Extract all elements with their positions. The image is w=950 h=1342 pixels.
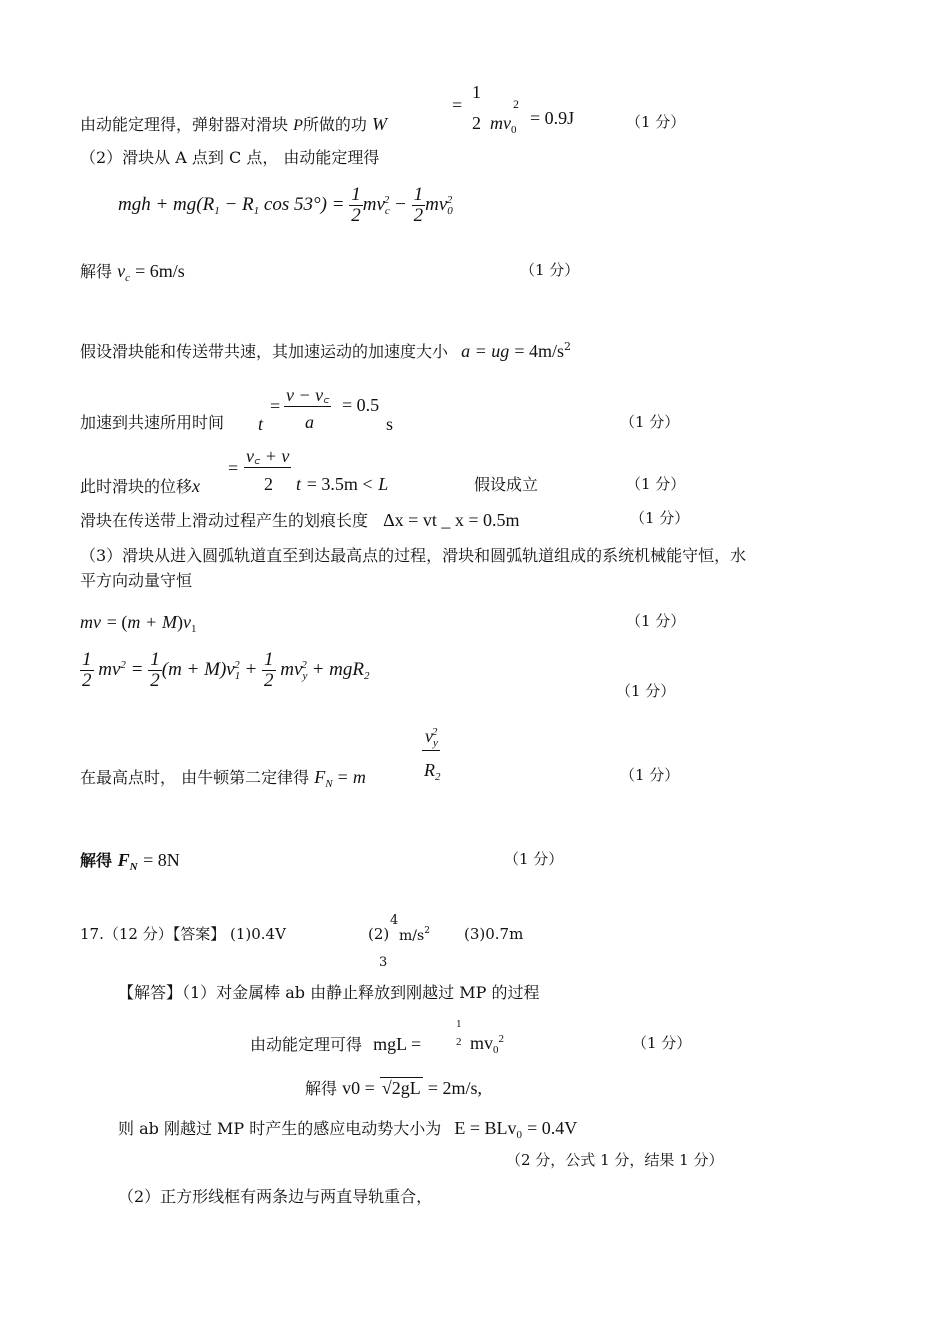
subquestion-3-line1: （3）滑块从进入圆弧轨道直至到达最高点的过程，滑块和圆弧轨道组成的系统机械能守恒，水 xyxy=(80,546,747,565)
answer-part-3: (3)0.7m xyxy=(464,925,524,943)
text-segment: 由动能定理得，弹射器对滑块 xyxy=(80,115,289,134)
score-note: （1 分） xyxy=(616,682,676,700)
answer-part-2-numerator: 4 xyxy=(390,913,399,928)
score-note: （2 分，公式 1 分，结果 1 分） xyxy=(506,1151,724,1169)
assumption-holds: 假设成立 xyxy=(474,475,539,494)
unit: s xyxy=(386,414,394,434)
variable-t: t xyxy=(258,414,264,434)
score-note: （1 分） xyxy=(620,766,680,784)
formula-term: $mv_0^2$ xyxy=(470,1033,505,1056)
energy-equation: mgh + $mg(R_1 - R_1$ cos 53°) = $\frac{1}{2}$ $mv_c^2$ − $\frac{1}{2}$ $mv_0^2$ xyxy=(118,184,453,226)
scratch-length-line: 滑块在传送带上滑动过程产生的划痕长度 Δx = vt _ x = 0.5m xyxy=(80,510,520,530)
kinetic-energy-theorem-line: 由动能定理可得 mgL = xyxy=(250,1034,422,1054)
variable-w: W xyxy=(372,114,387,134)
score-note: （1 分） xyxy=(620,413,680,431)
fraction-numerator: v꜀ + v xyxy=(246,446,290,466)
displacement-result: t = 3.5m < L xyxy=(296,474,389,494)
score-note: （1 分） xyxy=(632,1034,692,1052)
answer-part-2-label: (2) xyxy=(368,925,390,943)
fraction-denominator: $R_2$ xyxy=(424,760,441,783)
variable-p: P xyxy=(293,117,303,134)
answer-part-2-unit: $m/s^2$ xyxy=(399,926,430,944)
score-note: （1 分） xyxy=(626,113,686,131)
fraction-denominator: 2 xyxy=(472,113,481,133)
subquestion-2-heading: （2）滑块从 A 点到 C 点， 由动能定理得 xyxy=(80,148,380,167)
work-equation-line xyxy=(80,114,387,135)
displacement-label: 此时滑块的位移x xyxy=(80,476,201,496)
vc-result: 解得 $v_c = 6m/s$ xyxy=(80,261,185,284)
score-note: （1 分） xyxy=(504,850,564,868)
formula-term: $mv_0$ xyxy=(490,113,517,136)
score-note: （1 分） xyxy=(630,509,690,527)
equals-sign: = xyxy=(228,458,239,478)
fraction-denominator: 2 xyxy=(456,1036,462,1048)
score-note: （1 分） xyxy=(626,475,686,493)
equals-sign: = xyxy=(452,95,463,115)
exponent: 2 xyxy=(513,97,519,111)
fraction-numerator: $v_y^2$ xyxy=(422,726,440,751)
v0-result: 解得 v0 = √2gL = 2m/s, xyxy=(305,1078,482,1098)
result-value: = 0.9J xyxy=(530,108,575,128)
energy-conservation-equation: $\frac{1}{2}$ $mv^2$ = $\frac{1}{2}$ $(m + M)v_1^2$ + $\frac{1}{2}$ $mv_y^2 + mgR_2$ xyxy=(82,649,370,691)
q17-answer: 17.（12 分）【答案】 (1)0.4V xyxy=(80,925,286,943)
fraction-numerator: 1 xyxy=(472,82,481,102)
subquestion-3-line2: 平方向动量守恒 xyxy=(80,571,193,590)
subquestion-2-text: （2）正方形线框有两条边与两直导轨重合， xyxy=(118,1187,433,1206)
fraction-numerator: v − v꜀ xyxy=(286,385,330,405)
score-note: （1 分） xyxy=(626,612,686,630)
newton-second-law-line: 在最高点时， 由牛顿第二定律得 $F_N = m$ xyxy=(80,767,366,790)
time-line-label: 加速到共速所用时间 xyxy=(80,413,225,432)
emf-line: 则 ab 刚越过 MP 时产生的感应电动势大小为 E = BLv$_0$ = 0.4V xyxy=(118,1118,578,1141)
momentum-equation: mv = $(m + M)v_1$ xyxy=(80,612,197,635)
fraction-denominator: a xyxy=(305,412,314,432)
fraction-denominator: 2 xyxy=(264,474,273,494)
fraction-numerator: 1 xyxy=(456,1018,462,1030)
solution-heading: 【解答】（1）对金属棒 ab 由静止释放到刚越过 MP 的过程 xyxy=(118,983,540,1002)
result-value: = 0.5 xyxy=(342,395,380,415)
equals-sign: = xyxy=(270,396,281,416)
acceleration-line: 假设滑块能和传送带共速，其加速运动的加速度大小 a = ug = $4m/s^2$ xyxy=(80,340,572,361)
score-note: （1 分） xyxy=(520,261,580,279)
fn-result: 解得 $F_N = 8N$ xyxy=(80,850,180,873)
text-segment: 所做的功 xyxy=(302,115,367,134)
answer-part-2-denominator: 3 xyxy=(379,955,388,970)
